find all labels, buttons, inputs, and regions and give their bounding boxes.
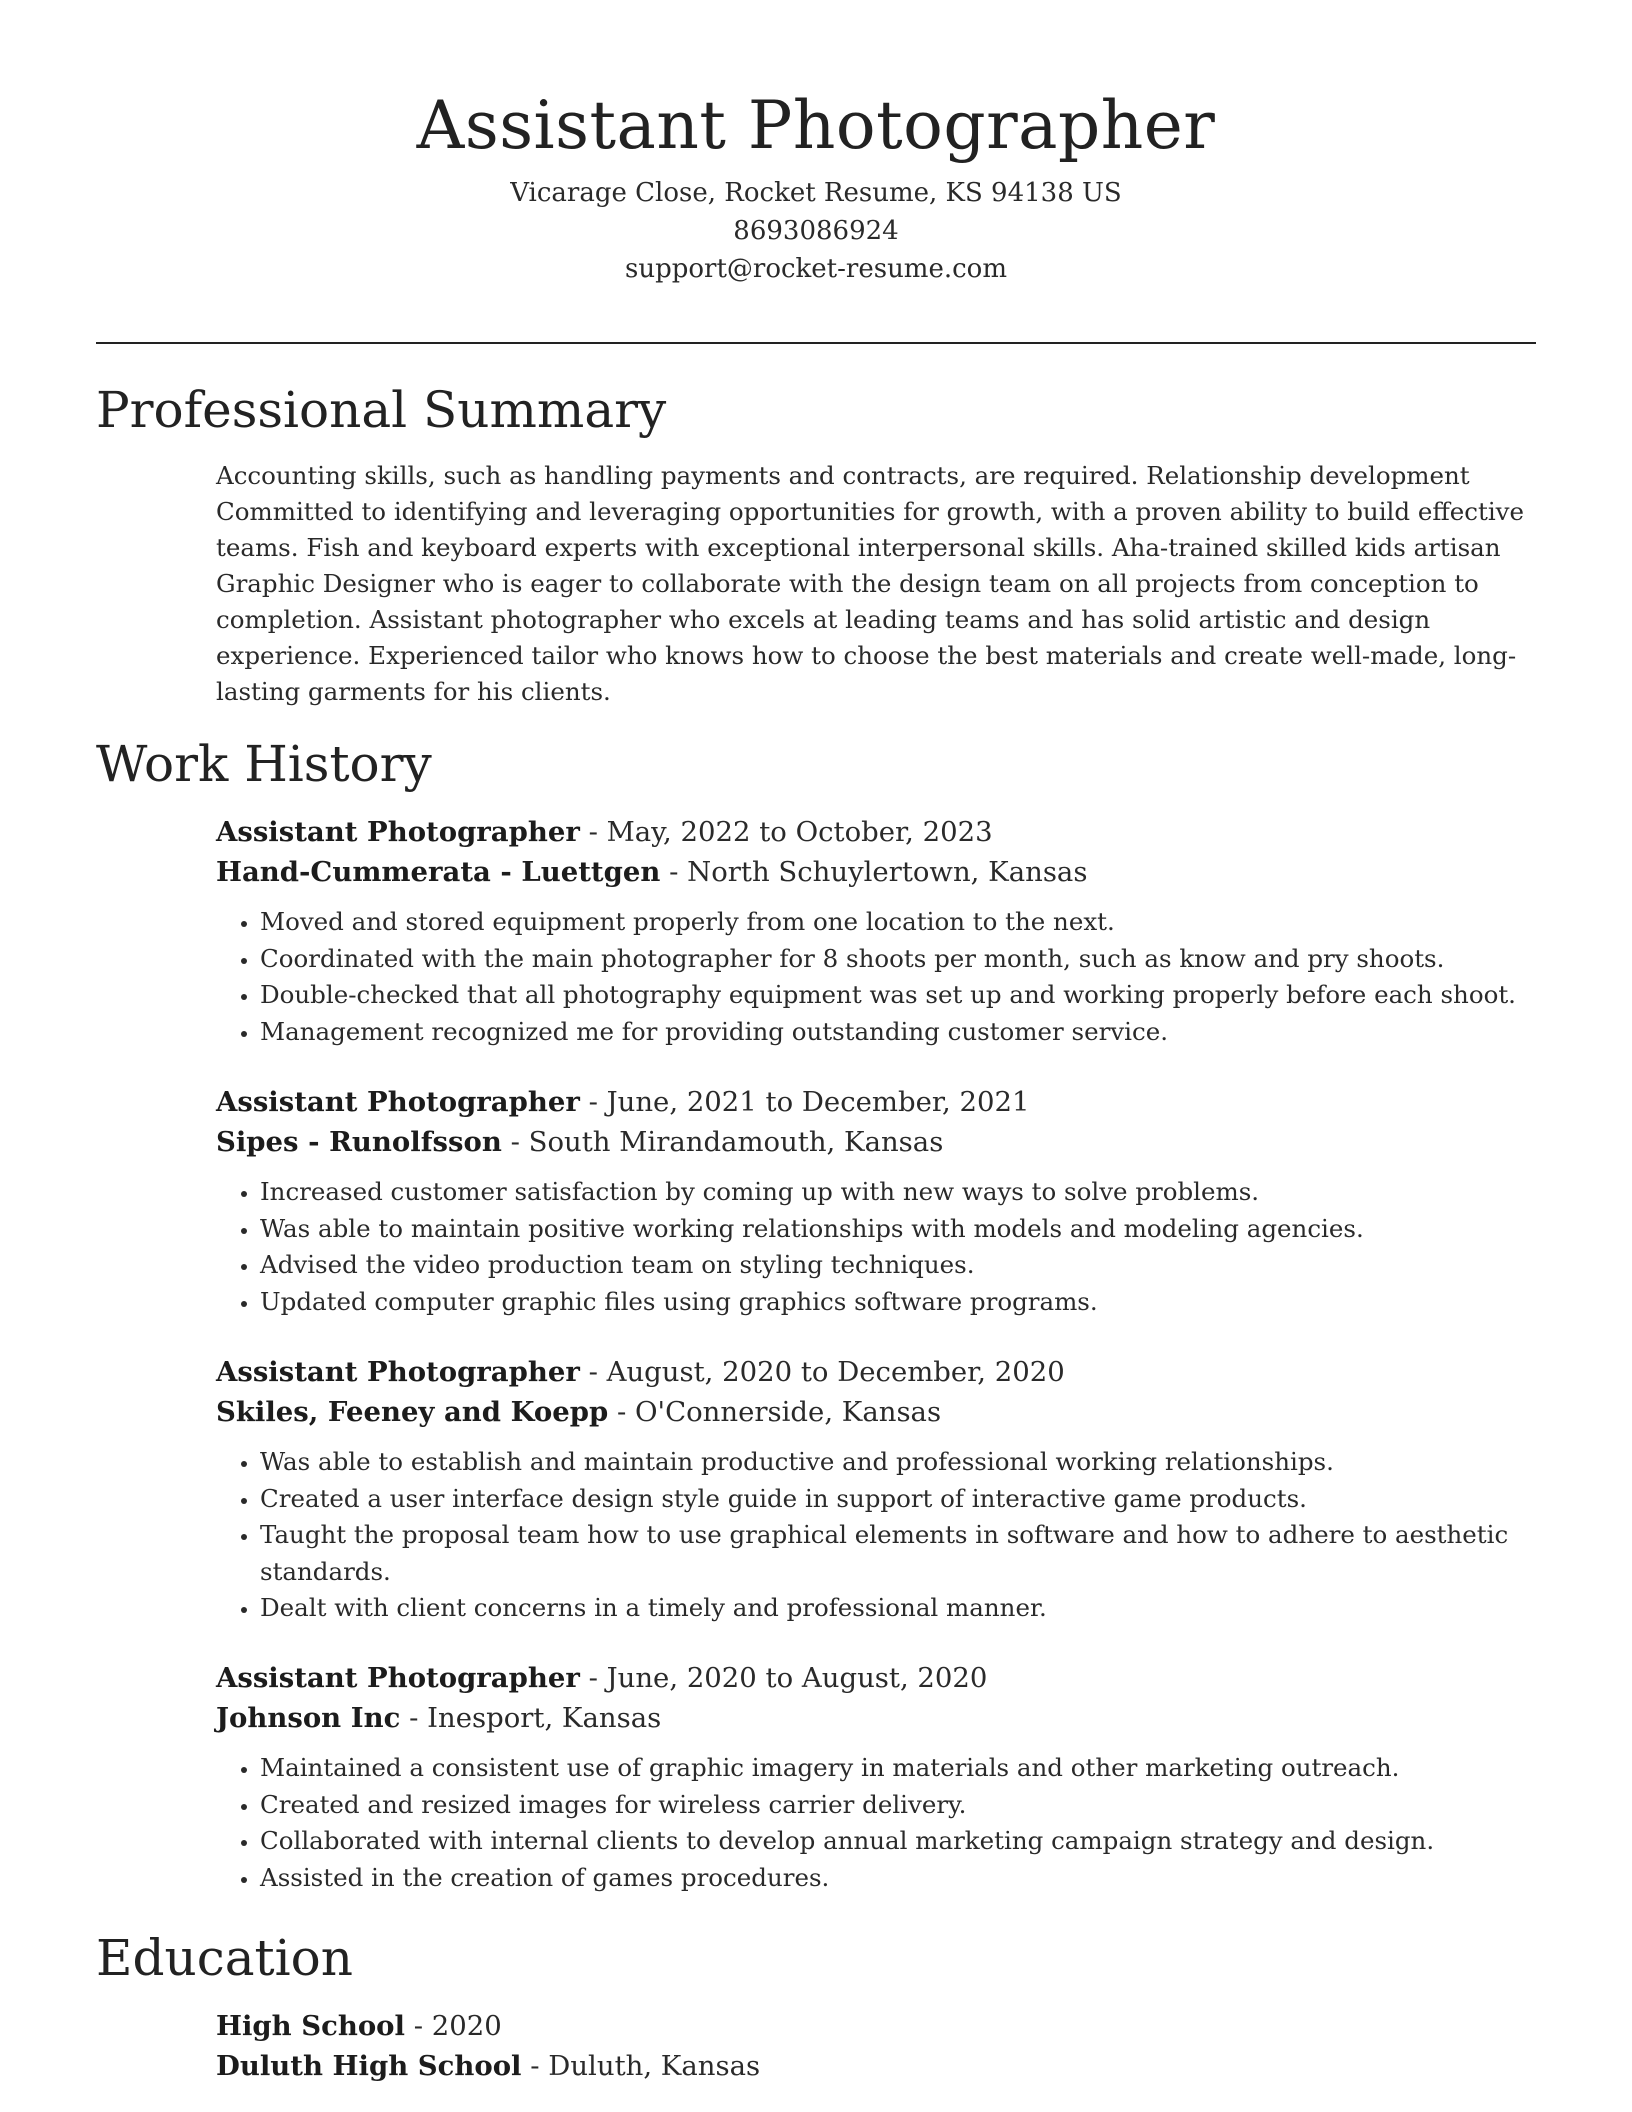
list-item: • Updated computer graphic files using graphics software programs. [260, 1284, 1536, 1321]
separator: - [579, 1086, 607, 1118]
list-item: • Advised the video production team on styling techniques. [260, 1247, 1536, 1284]
education-year: 2020 [431, 2010, 502, 2042]
job-entry [216, 812, 1536, 1050]
separator: - [579, 1356, 607, 1388]
job-dates: August, 2020 to December, 2020 [606, 1356, 1065, 1388]
list-item: • Was able to maintain positive working relationships with models and modeling agencies. [260, 1211, 1536, 1248]
education-degree: High School [216, 2010, 405, 2042]
job-title-line [216, 812, 1536, 852]
job-dates: June, 2020 to August, 2020 [606, 1662, 988, 1694]
job-bullets [216, 1750, 1536, 1896]
list-item: • Dealt with client concerns in a timely and professional manner. [260, 1590, 1536, 1627]
job-location: O'Connerside, Kansas [634, 1396, 942, 1428]
job-company: Sipes - Runolfsson [216, 1126, 502, 1158]
list-item: • Taught the proposal team how to use graphical elements in software and how to adhere to aesthetic standards. [260, 1517, 1536, 1590]
contact-address: Vicarage Close, Rocket Resume, KS 94138 US [510, 178, 1122, 208]
list-item: • Management recognized me for providing outstanding customer service. [260, 1014, 1536, 1051]
job-bullets [216, 904, 1536, 1050]
job-entry [216, 1658, 1536, 1896]
header-divider [96, 342, 1536, 344]
education-heading: Education [96, 1929, 353, 1987]
job-title-line [216, 1352, 1536, 1392]
summary-heading: Professional Summary [96, 381, 667, 439]
list-item: • Moved and stored equipment properly from one location to the next. [260, 904, 1536, 941]
education-entry [216, 2006, 1536, 2086]
job-entry [216, 1082, 1536, 1320]
summary-text: Accounting skills, such as handling payments and contracts, are required. Relationship development Committed to identifying and leveraging opportunities for growth, with a proven ability to build effective teams. Fish and keyboard experts with exceptional interpersonal skills. Aha-trained skilled kids artisan Graphic Designer who is eager to collaborate with the design team on all projects from conception to completion. Assistant photographer who excels at leading teams and has solid artistic and design experience. Experienced tailor who knows how to choose the best materials and create well-made, long-lasting garments for his clients. [216, 461, 1524, 706]
job-company-line [216, 1698, 1536, 1738]
job-company-line [216, 1122, 1536, 1162]
work-history-heading: Work History [96, 735, 432, 793]
separator: - [579, 816, 607, 848]
education-location: Duluth, Kansas [548, 2050, 761, 2082]
job-company: Skiles, Feeney and Koepp [216, 1396, 609, 1428]
job-title: Assistant Photographer [216, 1356, 580, 1388]
job-company: Johnson Inc [216, 1702, 401, 1734]
education-school: Duluth High School [216, 2050, 522, 2082]
list-item: • Was able to establish and maintain productive and professional working relationships. [260, 1444, 1536, 1481]
contact-phone: 8693086924 [733, 216, 899, 246]
summary-section [216, 458, 1536, 710]
job-title-line [216, 1082, 1536, 1122]
job-company-line [216, 852, 1536, 892]
separator: - [660, 856, 688, 888]
separator: - [400, 1702, 428, 1734]
job-entry [216, 1352, 1536, 1627]
job-location: Inesport, Kansas [427, 1702, 662, 1734]
job-dates: May, 2022 to October, 2023 [606, 816, 993, 848]
job-bullets [216, 1444, 1536, 1627]
separator: - [608, 1396, 635, 1428]
separator: - [404, 2010, 432, 2042]
job-dates: June, 2021 to December, 2021 [606, 1086, 1030, 1118]
list-item: • Double-checked that all photography equipment was set up and working properly before each shoot. [260, 977, 1536, 1014]
job-company-line [216, 1392, 1536, 1432]
job-location: North Schuylertown, Kansas [687, 856, 1088, 888]
list-item: • Collaborated with internal clients to develop annual marketing campaign strategy and design. [260, 1823, 1536, 1860]
list-item: • Increased customer satisfaction by coming up with new ways to solve problems. [260, 1174, 1536, 1211]
education-school-line [216, 2046, 1536, 2086]
resume-header [96, 78, 1536, 288]
list-item: • Maintained a consistent use of graphic imagery in materials and other marketing outreach. [260, 1750, 1536, 1787]
job-location: South Mirandamouth, Kansas [528, 1126, 944, 1158]
separator: - [579, 1662, 607, 1694]
job-title: Assistant Photographer [216, 1086, 580, 1118]
separator: - [521, 2050, 549, 2082]
candidate-name: Assistant Photographer [416, 87, 1216, 164]
list-item: • Coordinated with the main photographer for 8 shoots per month, such as know and pry shoots. [260, 941, 1536, 978]
contact-email: support@rocket-resume.com [624, 254, 1007, 284]
list-item: • Assisted in the creation of games procedures. [260, 1860, 1536, 1897]
job-title: Assistant Photographer [216, 1662, 580, 1694]
job-title-line [216, 1658, 1536, 1698]
job-bullets [216, 1174, 1536, 1320]
job-title: Assistant Photographer [216, 816, 580, 848]
separator: - [501, 1126, 529, 1158]
list-item: • Created and resized images for wireless carrier delivery. [260, 1787, 1536, 1824]
job-company: Hand-Cummerata - Luettgen [216, 856, 661, 888]
list-item: • Created a user interface design style guide in support of interactive game products. [260, 1481, 1536, 1518]
education-degree-line [216, 2006, 1536, 2046]
